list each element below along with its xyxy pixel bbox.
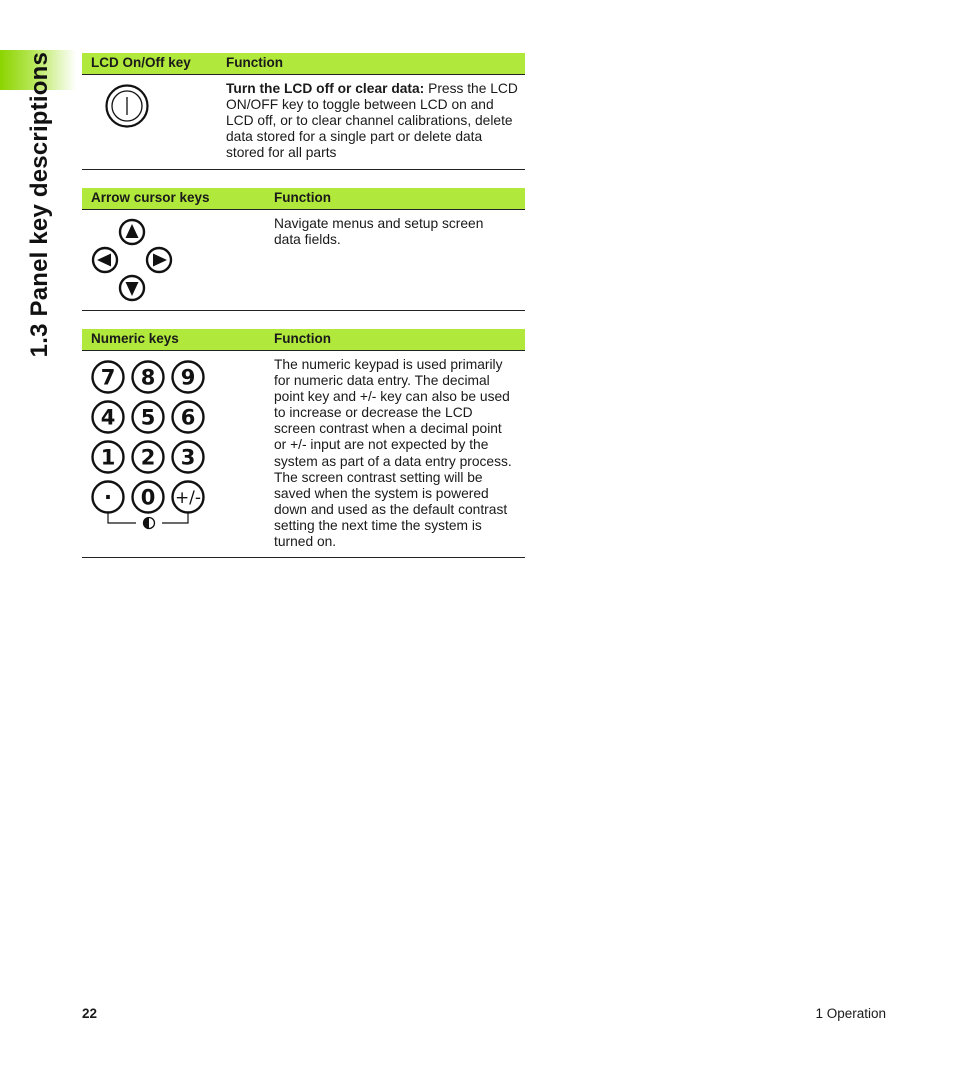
numeric-key-2 [133,362,164,393]
lcd-table-bottom-rule [82,169,525,170]
numeric-table-bottom-rule [82,557,525,558]
numeric-key-label: 7 [100,365,116,390]
page-number: 22 [82,1006,98,1021]
numeric-key-3 [173,362,204,393]
numeric-table-header [82,329,525,351]
numeric-keys-table [82,329,525,559]
numeric-keys-group [93,362,204,513]
numeric-key-label: 1 [100,445,116,470]
arrow-up-icon [120,220,144,244]
lcd-description [226,81,518,161]
arrow-keys-table [82,188,525,312]
numeric-key-label: +/- [174,488,202,508]
numeric-key-label: 6 [180,405,196,430]
numeric-key-10 [93,482,124,513]
numeric-key-4 [93,402,124,433]
arrow-left-icon [93,248,117,272]
numeric-key-6 [173,402,204,433]
arrow-keys-graphic [90,218,176,304]
numeric-key-header: Numeric keys [91,331,179,346]
lcd-description-text: Press the LCD ON/OFF key to toggle between LCD on and LCD off, or to clear channel calibrations, delete data stored for a single part or delete data stored for all parts [226,81,518,161]
numeric-keypad-graphic [88,359,212,535]
arrow-down-icon [120,276,144,300]
side-title-text: 1.3 Panel key descriptions [26,52,53,358]
power-icon [104,83,150,129]
numeric-key-5 [133,402,164,433]
lcd-function-header: Function [226,55,283,70]
numeric-key-label: 9 [180,365,196,390]
numeric-key-1 [93,362,124,393]
arrow-right-icon [147,248,171,272]
numeric-key-label: · [104,485,112,510]
numeric-key-12 [173,482,204,513]
numeric-key-9 [173,442,204,473]
contrast-icon [144,518,155,529]
lcd-table-header [82,53,525,75]
numeric-key-label: 4 [100,405,116,430]
arrow-description: Navigate menus and setup screen data fields. [274,216,484,248]
arrow-table-header [82,188,525,210]
lcd-key-table [82,53,525,171]
numeric-key-label: 3 [180,445,196,470]
side-title [20,52,60,372]
arrow-function-header: Function [274,190,331,205]
numeric-key-label: 2 [140,445,156,470]
numeric-key-label: 8 [140,365,156,390]
chapter-label: 1 Operation [815,1006,886,1021]
numeric-key-8 [133,442,164,473]
numeric-description: The numeric keypad is used primarily for numeric data entry. The decimal point key and +/- key can also be used to increase or decrease the LCD screen contrast when a decimal point or +/- input are not expected by the system as part of a data entry process. The screen contrast setting will be saved when the system is powered down and used as the default contrast setting the next time the system is turned on. [274,357,512,550]
numeric-key-label: 0 [140,485,156,510]
arrow-table-bottom-rule [82,310,525,311]
lcd-description-bold: Turn the LCD off or clear data: [226,81,425,96]
numeric-key-7 [93,442,124,473]
numeric-key-11 [133,482,164,513]
numeric-function-header: Function [274,331,331,346]
lcd-key-header: LCD On/Off key [91,55,191,70]
numeric-key-label: 5 [140,405,156,430]
arrow-key-header: Arrow cursor keys [91,190,210,205]
